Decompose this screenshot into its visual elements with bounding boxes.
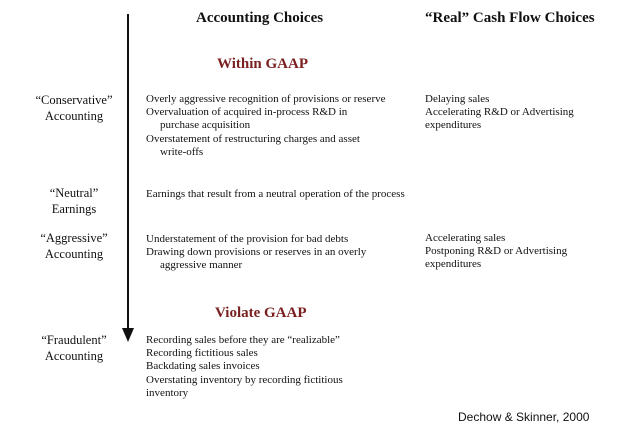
section-violate-gaap: Violate GAAP <box>215 305 307 321</box>
list-item: Overvaluation of acquired in-process R&D in purchase acquisition <box>146 106 348 132</box>
list-item: Postponing R&D or Advertising expenditures <box>425 245 568 271</box>
accounting-conservative-list <box>146 93 386 159</box>
label-aggressive: “Aggressive” Accounting <box>40 231 108 261</box>
spectrum-arrow <box>120 14 136 344</box>
list-item: Overstatement of restructuring charges and asset write-offs <box>146 132 360 158</box>
list-item: Recording sales before they are “realizable” <box>146 334 340 346</box>
list-item: Delaying sales <box>425 93 490 105</box>
list-item: Earnings that result from a neutral operation of the process <box>146 188 405 200</box>
header-cash-flow-choices: “Real” Cash Flow Choices <box>425 10 595 26</box>
cashflow-aggressive-list <box>425 232 595 272</box>
list-item: Accelerating sales <box>425 232 506 244</box>
section-within-gaap: Within GAAP <box>217 56 308 72</box>
accounting-aggressive-list <box>146 233 406 273</box>
list-item: Overstating inventory by recording fictitious inventory <box>146 373 343 399</box>
label-conservative: “Conservative” Accounting <box>35 93 113 123</box>
label-neutral: “Neutral” Earnings <box>49 186 99 216</box>
list-item: Understatement of the provision for bad debts <box>146 233 349 245</box>
cashflow-conservative-list <box>425 93 595 133</box>
list-item: Backdating sales invoices <box>146 360 260 373</box>
citation: Dechow & Skinner, 2000 <box>458 410 590 424</box>
accounting-neutral-list <box>146 188 416 201</box>
label-fraudulent: “Fraudulent” Accounting <box>41 333 107 363</box>
list-item: Recording fictitious sales <box>146 347 258 360</box>
accounting-fraudulent-list <box>146 334 386 400</box>
header-accounting-choices: Accounting Choices <box>196 10 324 26</box>
list-item: Overly aggressive recognition of provisions or reserve <box>146 93 386 105</box>
list-item: Drawing down provisions or reserves in an overly aggressive manner <box>146 246 367 272</box>
list-item: Accelerating R&D or Advertising expenditures <box>425 106 574 132</box>
